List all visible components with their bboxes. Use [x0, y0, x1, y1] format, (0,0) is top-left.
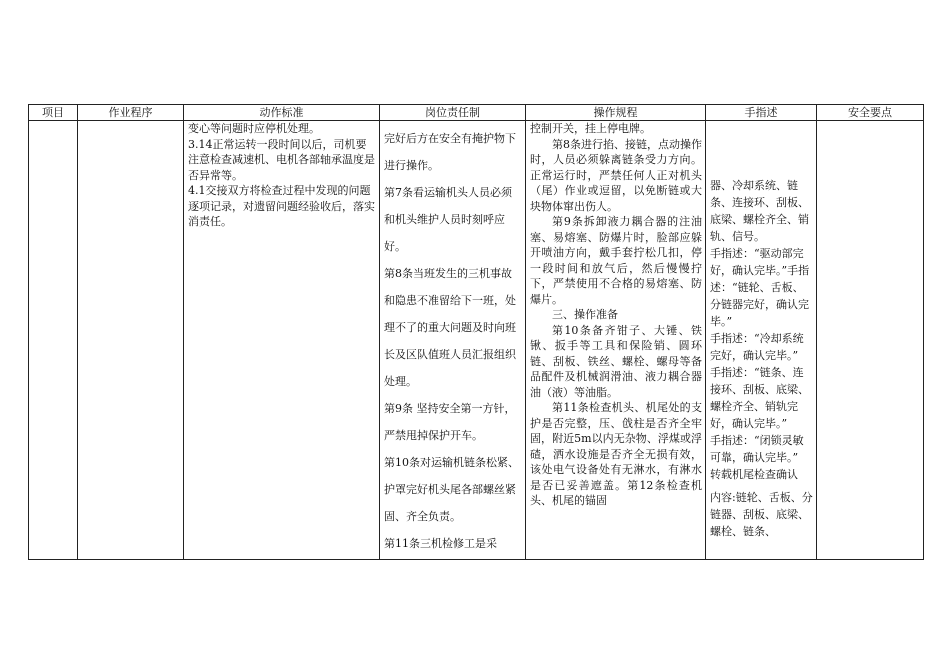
hand-line: 手指述：“驱动部完好，确认完毕。”手指述：“链轮、舌板、分链器完好，确认完毕。” [710, 247, 810, 328]
cell-operating-rules [526, 121, 706, 560]
header-operating-rules: 操作规程 [526, 105, 706, 121]
hand-line: 手指述：“冷却系统完好，确认完毕。” [710, 332, 804, 362]
header-hand-description: 手指述 [706, 105, 817, 121]
procedure-table [28, 104, 924, 560]
cell-hand-description [706, 121, 817, 560]
hand-line: 器、冷却系统、链条、连接环、刮板、底梁、螺栓齐全、销轨、信号。 [710, 179, 809, 243]
hand-line: 转载机尾检查确认 [710, 468, 798, 481]
duty-paragraph: 第7条看运输机头人员必须和机头维护人员时刻呼应好。 [384, 186, 512, 253]
action-line: 4.1交接双方将检查过程中发现的问题逐项记录，对遗留问题经验收后，落实消责任。 [188, 184, 375, 228]
cell-item [29, 121, 78, 560]
duty-paragraph: 第8条当班发生的三机事故和隐患不准留给下一班，处理不了的重大问题及时向班长及区队值班人员汇报组织处理。 [384, 267, 516, 388]
header-safety-points: 安全要点 [817, 105, 924, 121]
hand-line: 内容:链轮、舌板、分链器、刮板、底梁、螺栓、链条、 [710, 491, 813, 538]
cell-job-responsibility [380, 121, 526, 560]
hand-line: 手指述：“链条、连接环、刮板、底梁、螺栓齐全、销轨完好，确认完毕。” [710, 366, 809, 430]
header-action-standard: 动作标准 [184, 105, 380, 121]
cell-action-standard [184, 121, 380, 560]
hand-line: 手指述：“闭锁灵敏可靠，确认完毕。” [710, 434, 804, 464]
action-line: 变心等问题时应停机处理。 [188, 122, 320, 135]
cell-procedure [78, 121, 184, 560]
duty-paragraph: 完好后方在安全有掩护物下进行操作。 [384, 132, 516, 172]
duty-paragraph: 第10条对运输机链条松紧、护罩完好机头尾各部螺丝紧固、齐全负责。 [384, 456, 519, 523]
rule-paragraph: 第10条备齐钳子、大锤、铁锹、扳手等工具和保险销、圆环链、刮板、铁丝、螺栓、螺母等备品配件及机械润滑油、液力耦合器油（液）等油脂。 [530, 323, 702, 399]
action-line: 3.14正常运转一段时间以后，司机要注意检查减速机、电机各部轴承温度是否异常等。 [188, 137, 375, 182]
rule-paragraph: 第9条拆卸液力耦合器的注油塞、易熔塞、防爆片时，脸部应躲开喷油方向，戴手套拧松几扣，停一段时间和放气后，然后慢慢拧下，严禁使用不合格的易熔塞、防爆片。 [530, 215, 702, 306]
rule-section-heading: 三、操作准备 [552, 308, 618, 321]
duty-paragraph: 第11条三机检修工是采 [384, 537, 497, 550]
rule-paragraph: 第11条检查机头、机尾处的支护是否完整，压、戗柱是否齐全牢固，附近5m以内无杂物、浮煤或浮碴，洒水设施是否齐全无损有效，该处电气设备处有无淋水，有淋水是否已妥善遮盖。第12条检查机头、机尾的锚固 [530, 401, 702, 507]
duty-paragraph: 第9条 坚持安全第一方针，严禁甩掉保护开车。 [384, 402, 516, 442]
header-item: 项目 [29, 105, 78, 121]
rule-paragraph: 控制开关，挂上停电牌。 [530, 122, 651, 135]
header-procedure: 作业程序 [78, 105, 184, 121]
cell-safety-points [817, 121, 924, 560]
header-job-responsibility: 岗位责任制 [380, 105, 526, 121]
header-row [29, 105, 924, 121]
rule-paragraph: 第8条进行掐、接链，点动操作时，人员必须躲离链条受力方向。正常运行时，严禁任何人正对机头（尾）作业或逗留，以免断链或大块物体窜出伤人。 [530, 137, 702, 213]
content-row [29, 121, 924, 560]
